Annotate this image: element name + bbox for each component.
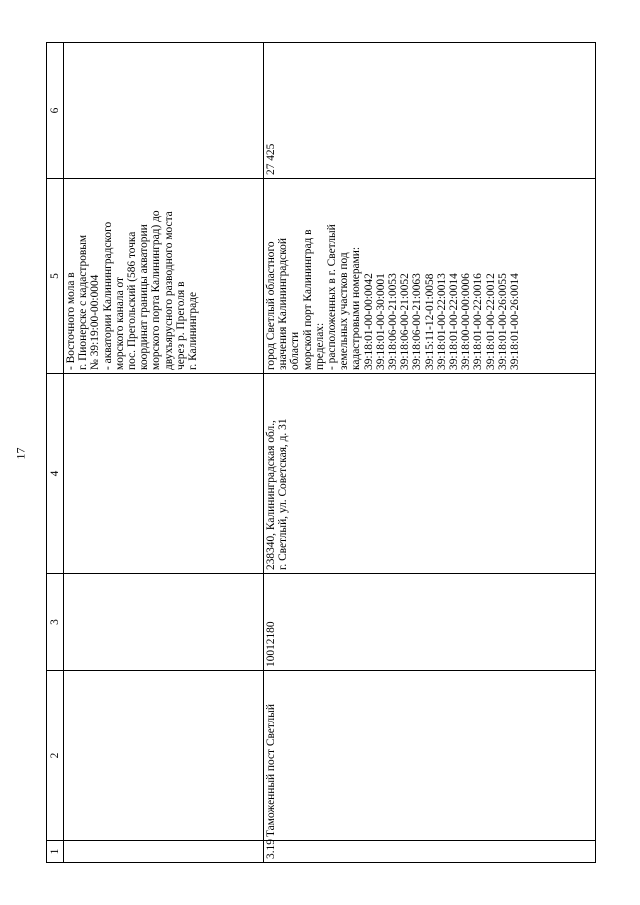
cell-empty: [64, 671, 264, 841]
cell-empty: [64, 841, 264, 863]
zone-line: области: [289, 331, 302, 370]
address-line: г. Светлый, ул. Советская, д. 31: [277, 418, 290, 570]
cell-post-code: 10012180: [264, 574, 596, 671]
zone-line: - акватории Калининградского: [101, 221, 114, 370]
zone-line: - Восточного мола в: [65, 272, 77, 370]
zone-line: через р. Преголя в: [174, 281, 187, 370]
cadastral-number: 39:18:06-00-21:0063: [411, 273, 424, 370]
zone-line: г. Калининграде: [187, 291, 200, 370]
customs-posts-table: [46, 42, 596, 863]
header-col-3: 3: [47, 574, 64, 671]
table-row-3-19: [264, 43, 596, 863]
cell-empty: [64, 374, 264, 574]
cadastral-number: 39:18:06-00-21:0052: [399, 273, 412, 370]
header-col-1: 1: [47, 841, 64, 863]
zone-line: значения Калининградской: [277, 238, 290, 370]
zone-line: г. Пионерске с кадастровым: [77, 234, 90, 370]
zone-line: № 39:19:00-00:0004: [89, 274, 102, 370]
header-col-6: 6: [47, 43, 64, 179]
zone-line: координат границы акватории: [138, 224, 151, 370]
zone-line: пос. Прегольский (586 точка: [126, 231, 139, 370]
cell-post-name: Таможенный пост Светлый: [264, 671, 596, 841]
cell-post-address: [264, 374, 596, 574]
zone-line: морской порт Калининград в: [301, 229, 314, 370]
cadastral-number: 39:18:01-00-22:0012: [484, 273, 497, 370]
table-header-row: [47, 43, 64, 863]
address-line: 238340, Калининградская обл.,: [265, 420, 277, 570]
rotated-table-page: [46, 43, 599, 863]
cadastral-number: 39:18:00-00-00:0006: [460, 273, 473, 370]
cadastral-number: 39:18:01-00-26:0055: [496, 273, 509, 370]
zone-line: кадастровыми номерами:: [350, 246, 363, 370]
cadastral-number: 39:18:01-00-30:0001: [374, 273, 387, 370]
zone-line: двухъярусного разводного моста: [162, 211, 175, 370]
zone-line: морского канала от: [113, 276, 126, 370]
cadastral-number: 39:18:01-00-22:0014: [448, 273, 461, 370]
cadastral-number: 39:15:11-12-01:0058: [423, 273, 436, 370]
cell-zone: [264, 179, 596, 374]
page-number: 17: [13, 447, 28, 459]
cell-empty: [64, 43, 264, 179]
cadastral-number: 39:18:01-00-26:0014: [509, 273, 522, 370]
cell-row-number: 3.19: [264, 841, 596, 863]
zone-line: пределах:: [313, 322, 326, 370]
cadastral-number: 39:18:06-00-21:0053: [387, 273, 400, 370]
zone-line: город Светлый областного: [265, 241, 277, 370]
header-col-4: 4: [47, 374, 64, 574]
cell-col6-value: 27 425: [264, 43, 596, 179]
zone-line: морского порта Калининград) до: [150, 210, 163, 370]
header-col-5: 5: [47, 179, 64, 374]
cell-zone-continuation: [64, 179, 264, 374]
cadastral-number: 39:18:01-00-22:0013: [435, 273, 448, 370]
table-row-continuation: [64, 43, 264, 863]
cadastral-number: 39:18:01-00-22:0016: [472, 273, 485, 370]
header-col-2: 2: [47, 671, 64, 841]
cell-empty: [64, 574, 264, 671]
zone-line: земельных участков под: [338, 252, 351, 370]
zone-line: - расположенных в г. Светлый: [326, 224, 339, 370]
cadastral-number: 39:18:01-00-00:0042: [362, 273, 375, 370]
